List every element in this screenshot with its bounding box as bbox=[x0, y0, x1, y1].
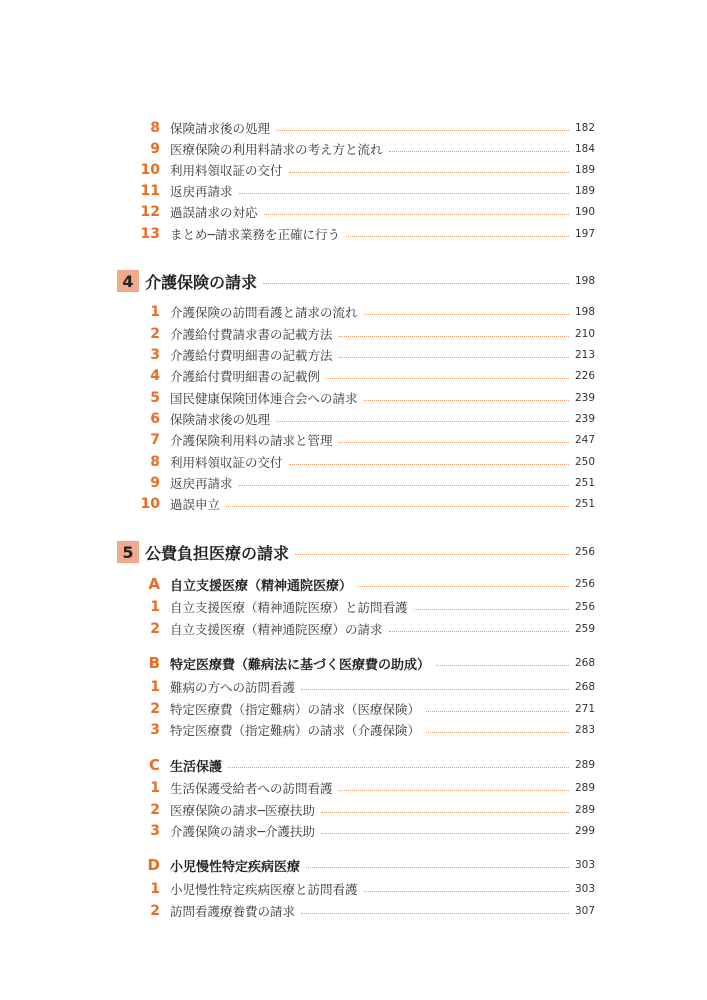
entry-title: 難病の方への訪問看護 bbox=[170, 680, 296, 695]
section-page: 256 bbox=[574, 578, 595, 590]
entry-page: 259 bbox=[574, 623, 595, 635]
entry-title: 利用料領収証の交付 bbox=[170, 455, 283, 470]
leader-dots bbox=[326, 376, 569, 379]
toc-entry[interactable] bbox=[137, 452, 595, 472]
entry-number: 1 bbox=[150, 780, 160, 796]
entry-title: 介護給付費明細書の記載方法 bbox=[170, 348, 333, 363]
entry-page: 213 bbox=[574, 349, 595, 361]
entry-page: 197 bbox=[574, 228, 595, 240]
entry-title: 訪問看護療養費の請求 bbox=[170, 904, 296, 919]
entry-page: 250 bbox=[574, 456, 595, 468]
leader-dots bbox=[339, 440, 569, 443]
entry-number: 10 bbox=[140, 162, 160, 178]
entry-title: 過誤申立 bbox=[170, 497, 221, 512]
entry-page: 239 bbox=[574, 413, 595, 425]
toc-entry[interactable] bbox=[137, 324, 595, 344]
entry-title: 過誤請求の対応 bbox=[170, 205, 258, 220]
entry-title: 医療保険の利用料請求の考え方と流れ bbox=[170, 142, 383, 157]
leader-dots bbox=[226, 504, 569, 507]
entry-title: 特定医療費（指定難病）の請求（介護保険） bbox=[170, 723, 421, 738]
section-letter: A bbox=[148, 575, 160, 593]
entry-title: 介護保険の訪問看護と請求の流れ bbox=[170, 305, 358, 320]
toc-entry[interactable] bbox=[137, 473, 595, 493]
toc-entry[interactable] bbox=[137, 800, 595, 820]
section-title: 生活保護 bbox=[170, 759, 223, 775]
entry-number: 12 bbox=[140, 204, 160, 220]
toc-entry[interactable] bbox=[137, 720, 595, 740]
leader-dots bbox=[339, 788, 569, 791]
entry-number: 5 bbox=[150, 390, 160, 406]
entry-page: 251 bbox=[574, 477, 595, 489]
entry-page: 256 bbox=[574, 601, 595, 613]
entry-number: 4 bbox=[150, 368, 160, 384]
section-letter: B bbox=[148, 654, 160, 672]
section-page: 289 bbox=[574, 759, 595, 771]
leader-dots bbox=[276, 128, 569, 131]
toc-entry[interactable] bbox=[137, 345, 595, 365]
leader-dots bbox=[239, 483, 569, 486]
leader-dots bbox=[263, 281, 569, 284]
leader-dots bbox=[339, 355, 569, 358]
leader-dots bbox=[339, 334, 569, 337]
leader-dots bbox=[228, 765, 569, 768]
leader-dots bbox=[306, 865, 569, 868]
chapter-number-badge: 5 bbox=[117, 541, 139, 563]
section-heading-a[interactable] bbox=[137, 574, 595, 594]
leader-dots bbox=[289, 170, 569, 173]
entry-number: 2 bbox=[150, 701, 160, 717]
leader-dots bbox=[364, 889, 569, 892]
entry-number: 3 bbox=[150, 722, 160, 738]
toc-entry[interactable] bbox=[137, 224, 595, 244]
leader-dots bbox=[276, 419, 569, 422]
toc-entry[interactable] bbox=[137, 430, 595, 450]
leader-dots bbox=[389, 629, 569, 632]
entry-number: 9 bbox=[150, 141, 160, 157]
entry-title: 返戻再請求 bbox=[170, 476, 233, 491]
leader-dots bbox=[364, 312, 569, 315]
leader-dots bbox=[289, 462, 569, 465]
entry-title: 国民健康保険団体連合会への請求 bbox=[170, 391, 358, 406]
entry-page: 299 bbox=[574, 825, 595, 837]
leader-dots bbox=[295, 552, 569, 555]
entry-page: 189 bbox=[574, 185, 595, 197]
entry-title: 医療保険の請求─医療扶助 bbox=[170, 803, 316, 818]
entry-page: 182 bbox=[574, 122, 595, 134]
entry-number: 1 bbox=[150, 679, 160, 695]
leader-dots bbox=[426, 730, 569, 733]
entry-title: 保険請求後の処理 bbox=[170, 412, 271, 427]
leader-dots bbox=[358, 584, 569, 587]
leader-dots bbox=[364, 398, 569, 401]
toc-entry[interactable] bbox=[137, 139, 595, 159]
leader-dots bbox=[389, 149, 569, 152]
section-letter: C bbox=[148, 756, 160, 774]
entry-title: 小児慢性特定疾病医療と訪問看護 bbox=[170, 882, 358, 897]
entry-title: 保険請求後の処理 bbox=[170, 121, 271, 136]
entry-page: 283 bbox=[574, 724, 595, 736]
section-page: 303 bbox=[574, 859, 595, 871]
leader-dots bbox=[414, 607, 569, 610]
chapter-page: 256 bbox=[574, 546, 595, 558]
entry-title: 自立支援医療（精神通院医療）の請求 bbox=[170, 622, 383, 637]
leader-dots bbox=[346, 234, 569, 237]
section-heading-c[interactable] bbox=[137, 755, 595, 775]
section-title: 小児慢性特定疾病医療 bbox=[170, 859, 301, 875]
leader-dots bbox=[301, 911, 569, 914]
entry-number: 9 bbox=[150, 475, 160, 491]
entry-number: 2 bbox=[150, 903, 160, 919]
entry-number: 2 bbox=[150, 621, 160, 637]
leader-dots bbox=[321, 831, 569, 834]
toc-entry[interactable] bbox=[137, 821, 595, 841]
entry-page: 268 bbox=[574, 681, 595, 693]
entry-page: 289 bbox=[574, 782, 595, 794]
leader-dots bbox=[436, 663, 569, 666]
section-page: 268 bbox=[574, 657, 595, 669]
entry-page: 210 bbox=[574, 328, 595, 340]
toc-entry[interactable] bbox=[137, 619, 595, 639]
entry-page: 190 bbox=[574, 206, 595, 218]
entry-title: まとめ─請求業務を正確に行う bbox=[170, 227, 341, 242]
leader-dots bbox=[239, 191, 569, 194]
toc-entry[interactable] bbox=[137, 699, 595, 719]
entry-title: 返戻再請求 bbox=[170, 184, 233, 199]
entry-page: 307 bbox=[574, 905, 595, 917]
chapter-page: 198 bbox=[574, 275, 595, 287]
chapter-title: 介護保険の請求 bbox=[145, 272, 258, 292]
entry-number: 13 bbox=[140, 226, 160, 242]
entry-page: 289 bbox=[574, 804, 595, 816]
entry-page: 271 bbox=[574, 703, 595, 715]
toc-entry[interactable] bbox=[137, 388, 595, 408]
entry-title: 自立支援医療（精神通院医療）と訪問看護 bbox=[170, 600, 408, 615]
entry-number: 1 bbox=[150, 881, 160, 897]
entry-number: 3 bbox=[150, 347, 160, 363]
toc-entry[interactable] bbox=[137, 202, 595, 222]
leader-dots bbox=[301, 687, 569, 690]
entry-page: 251 bbox=[574, 498, 595, 510]
toc-entry[interactable] bbox=[137, 409, 595, 429]
toc-entry[interactable] bbox=[137, 901, 595, 921]
entry-number: 7 bbox=[150, 432, 160, 448]
entry-page: 303 bbox=[574, 883, 595, 895]
entry-title: 特定医療費（指定難病）の請求（医療保険） bbox=[170, 702, 421, 717]
chapter-title: 公費負担医療の請求 bbox=[145, 543, 290, 563]
toc-entry[interactable] bbox=[137, 302, 595, 322]
entry-number: 1 bbox=[150, 304, 160, 320]
entry-page: 247 bbox=[574, 434, 595, 446]
toc-entry[interactable] bbox=[137, 160, 595, 180]
section-heading-d[interactable] bbox=[137, 855, 595, 875]
entry-page: 189 bbox=[574, 164, 595, 176]
entry-number: 8 bbox=[150, 454, 160, 470]
entry-title: 介護給付費明細書の記載例 bbox=[170, 369, 321, 384]
entry-page: 198 bbox=[574, 306, 595, 318]
entry-number: 2 bbox=[150, 326, 160, 342]
entry-number: 2 bbox=[150, 802, 160, 818]
chapter-heading-4[interactable] bbox=[117, 268, 595, 294]
toc-entry[interactable] bbox=[137, 118, 595, 138]
leader-dots bbox=[321, 810, 569, 813]
toc-entry[interactable] bbox=[137, 879, 595, 899]
entry-page: 226 bbox=[574, 370, 595, 382]
entry-title: 介護保険の請求─介護扶助 bbox=[170, 824, 316, 839]
entry-title: 介護給付費請求書の記載方法 bbox=[170, 327, 333, 342]
entry-number: 6 bbox=[150, 411, 160, 427]
toc-entry[interactable] bbox=[137, 366, 595, 386]
entry-page: 184 bbox=[574, 143, 595, 155]
toc-entry[interactable] bbox=[137, 677, 595, 697]
entry-number: 11 bbox=[140, 183, 160, 199]
entry-number: 1 bbox=[150, 599, 160, 615]
toc-entry[interactable] bbox=[137, 181, 595, 201]
toc-entry[interactable] bbox=[137, 778, 595, 798]
chapter-number-badge: 4 bbox=[117, 270, 139, 292]
section-heading-b[interactable] bbox=[137, 653, 595, 673]
entry-title: 生活保護受給者への訪問看護 bbox=[170, 781, 333, 796]
entry-number: 8 bbox=[150, 120, 160, 136]
toc-entry[interactable] bbox=[137, 494, 595, 514]
leader-dots bbox=[264, 212, 569, 215]
entry-number: 3 bbox=[150, 823, 160, 839]
section-letter: D bbox=[147, 856, 160, 874]
entry-title: 利用料領収証の交付 bbox=[170, 163, 283, 178]
entry-page: 239 bbox=[574, 392, 595, 404]
toc-entry[interactable] bbox=[137, 597, 595, 617]
entry-number: 10 bbox=[140, 496, 160, 512]
chapter-heading-5[interactable] bbox=[117, 539, 595, 565]
entry-title: 介護保険利用料の請求と管理 bbox=[170, 433, 333, 448]
section-title: 特定医療費（難病法に基づく医療費の助成） bbox=[170, 657, 431, 673]
section-title: 自立支援医療（精神通院医療） bbox=[170, 578, 353, 594]
leader-dots bbox=[426, 709, 569, 712]
